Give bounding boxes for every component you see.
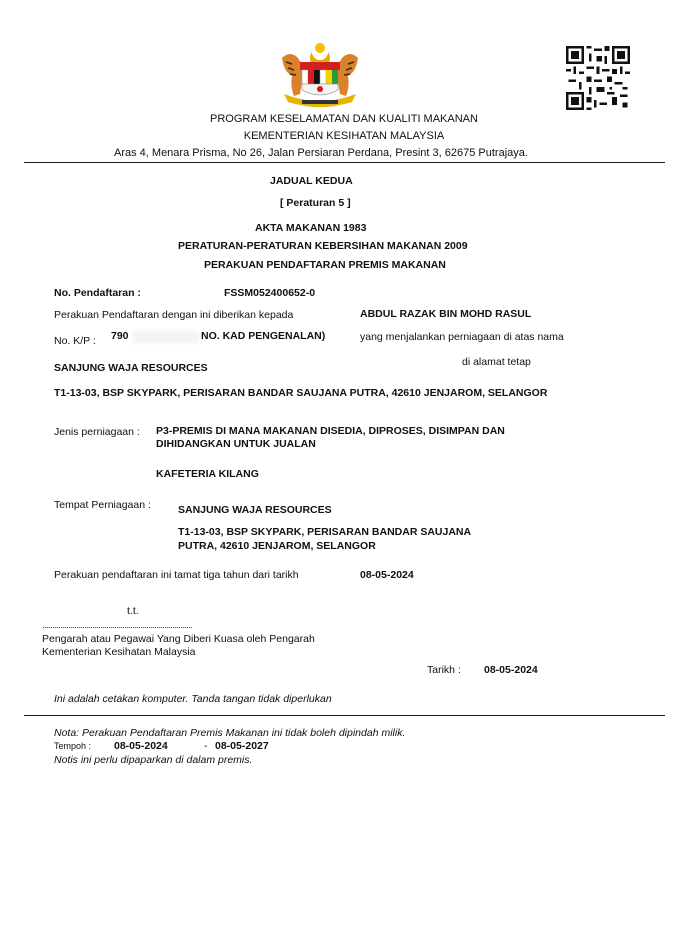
granted-text: Perakuan Pendaftaran dengan ini diberikan kepada <box>54 309 294 321</box>
business-name: SANJUNG WAJA RESOURCES <box>54 362 208 374</box>
regulation-ref: [ Peraturan 5 ] <box>280 197 351 209</box>
period-end: 08-05-2027 <box>215 740 269 752</box>
org-address: Aras 4, Menara Prisma, No 26, Jalan Persiaran Perdana, Presint 3, 62675 Putrajaya. <box>114 147 528 159</box>
display-notice: Notis ini perlu dipaparkan di dalam premis. <box>54 754 253 766</box>
schedule-title: JADUAL KEDUA <box>270 175 353 187</box>
regulations-title: PERATURAN-PERATURAN KEBERSIHAN MAKANAN 2009 <box>178 240 468 252</box>
premises-address-line1: T1-13-03, BSP SKYPARK, PERISARAN BANDAR SAUJANA <box>178 526 472 538</box>
period-label: Tempoh : <box>54 741 92 751</box>
footer-divider <box>24 715 665 716</box>
tt-mark: t.t. <box>127 605 139 617</box>
signature-line: ........................................................................... <box>42 620 193 630</box>
signature-date: 08-05-2024 <box>484 664 538 676</box>
signature-date-label: Tarikh : <box>427 664 461 676</box>
kp-label: No. K/P : <box>54 335 96 347</box>
business-text: yang menjalankan perniagaan di atas nama <box>360 331 564 343</box>
certificate-title: PERAKUAN PENDAFTARAN PREMIS MAKANAN <box>204 259 446 271</box>
non-transferable-note: Nota: Perakuan Pendaftaran Premis Makanan ini tidak boleh dipindah milik. <box>54 727 406 739</box>
business-category-line1: P3-PREMIS DI MANA MAKANAN DISEDIA, DIPROSES, DISIMPAN DAN <box>156 425 505 437</box>
act-title: AKTA MAKANAN 1983 <box>255 222 367 234</box>
qr-code-icon <box>566 46 630 110</box>
period-separator: - <box>204 740 208 752</box>
business-type-label: Jenis perniagaan : <box>54 426 140 438</box>
computer-generated-note: Ini adalah cetakan komputer. Tanda tangan tidak diperlukan <box>54 693 332 705</box>
ministry-name: KEMENTERIAN KESIHATAN MALAYSIA <box>243 130 445 142</box>
kp-suffix: NO. KAD PENGENALAN) <box>201 330 326 342</box>
kp-number: 790 <box>111 330 129 342</box>
premises-name: SANJUNG WAJA RESOURCES <box>178 504 332 516</box>
premises-label: Tempat Perniagaan : <box>54 499 151 511</box>
malaysia-coat-of-arms-icon <box>272 38 368 110</box>
business-category-line2: DIHIDANGKAN UNTUK JUALAN <box>156 438 316 450</box>
registration-number: FSSM052400652-0 <box>224 287 316 299</box>
registration-label: No. Pendaftaran : <box>54 287 141 299</box>
period-start: 08-05-2024 <box>114 740 168 752</box>
header-divider <box>24 162 665 163</box>
business-subtype: KAFETERIA KILANG <box>156 468 259 480</box>
business-address: T1-13-03, BSP SKYPARK, PERISARAN BANDAR SAUJANA PUTRA, 42610 JENJAROM, SELANGOR <box>54 387 548 399</box>
signatory-line1: Pengarah atau Pegawai Yang Diberi Kuasa oleh Pengarah <box>42 633 315 645</box>
kp-redacted <box>133 331 199 343</box>
validity-text: Perakuan pendaftaran ini tamat tiga tahun dari tarikh <box>54 569 299 581</box>
signatory-line2: Kementerian Kesihatan Malaysia <box>42 646 196 658</box>
holder-name: ABDUL RAZAK BIN MOHD RASUL <box>360 308 532 320</box>
org-name: PROGRAM KESELAMATAN DAN KUALITI MAKANAN <box>210 113 478 125</box>
premises-address-line2: PUTRA, 42610 JENJAROM, SELANGOR <box>178 540 376 552</box>
fixed-address-text: di alamat tetap <box>462 356 531 368</box>
validity-date: 08-05-2024 <box>360 569 414 581</box>
